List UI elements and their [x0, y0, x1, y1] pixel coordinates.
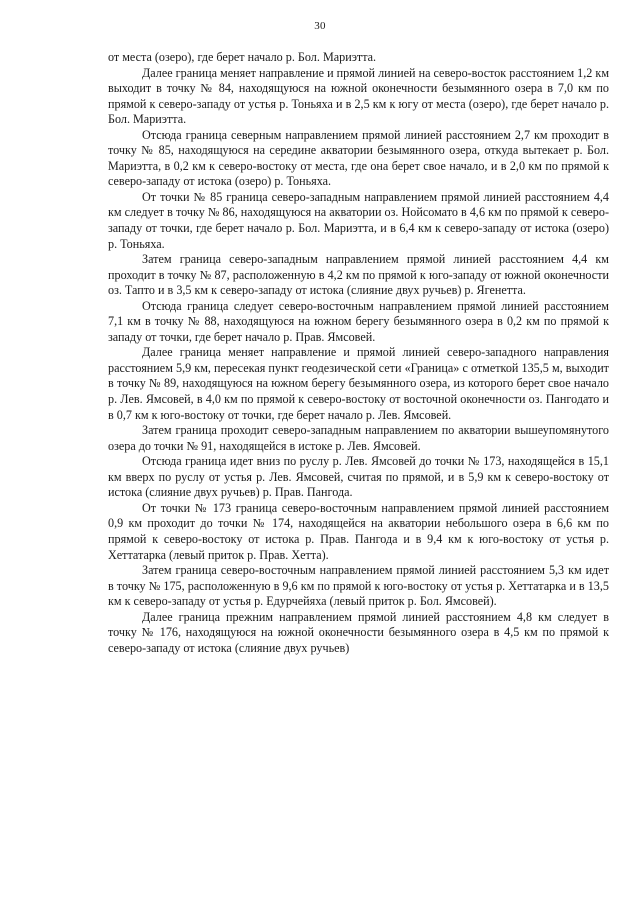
- paragraph: Отсюда граница северным направлением прямой линией расстоянием 2,7 км проходит в точку № 85, находящуюся на середине акватории безымянного озера, откуда вытекает р. Бол. Мариэтта, в 0,2 км к северо-востоку от места, где она берет свое начало, и в 2,0 км по прямой к северо-западу от истока (озеро) р. Тоньяха.: [108, 127, 609, 189]
- paragraph: Затем граница проходит северо-западным направлением по акватории вышеупомянутого озера до точки № 91, находящейся в истоке р. Лев. Ямсовей.: [108, 423, 609, 453]
- paragraph: от места (озеро), где берет начало р. Бол. Мариэтта.: [108, 50, 377, 64]
- document-body: [108, 50, 609, 656]
- page-number: 30: [314, 20, 326, 32]
- paragraph: От точки № 173 граница северо-восточным направлением прямой линией расстоянием 0,9 км проходит до точки № 174, находящейся на акватории небольшого озера в 6,6 км по прямой к северо-востоку от истока р. Прав. Пангода и в 9,4 км к юго-востоку от устья р. Хеттатарка (левый приток р. Прав. Хетта).: [108, 500, 609, 562]
- paragraph: Далее граница прежним направлением прямой линией расстоянием 4,8 км следует в точку № 176, находящуюся на южной оконечности безымянного озера в 4,5 км по прямой к северо-западу от истока (слияние двух ручьев): [108, 609, 609, 655]
- paragraph: Затем граница северо-западным направлением прямой линией расстоянием 4,4 км проходит в точку № 87, расположенную в 4,2 км по прямой к юго-западу от южной оконечности оз. Тапто и в 3,5 км к северо-западу от истока (слияние двух ручьев) р. Ягенетта.: [108, 252, 609, 298]
- paragraph: Далее граница меняет направление и прямой линией на северо-восток расстоянием 1,2 км выходит в точку № 84, находящуюся на южной оконечности безымянного озера в 7,0 км по прямой к северо-западу от устья р. Тоньяха и в 2,5 км к югу от места (озеро), где берет начало р. Бол. Мариэтта.: [108, 65, 609, 127]
- paragraph: Затем граница северо-восточным направлением прямой линией расстоянием 5,3 км идет в точку № 175, расположенную в 9,6 км по прямой к юго-востоку от устья р. Хеттатарка и в 13,5 км к северо-западу от устья р. Едурчейяха (левый приток р. Бол. Ямсовей).: [108, 563, 609, 609]
- paragraph: От точки № 85 граница северо-западным направлением прямой линией расстоянием 4,4 км следует в точку № 86, находящуюся на акватории оз. Нойсомато в 4,6 км по прямой к северо-западу от точки, где берет начало р. Бол. Мариэтта, и в 6,4 км к северо-западу от истока (озеро) р. Тоньяха.: [108, 189, 609, 251]
- paragraph: Отсюда граница следует северо-восточным направлением прямой линией расстоянием 7,1 км в точку № 88, находящуюся на южном берегу безымянного озера в 0,2 км по прямой к западу от точки, где берет начало р. Прав. Ямсовей.: [108, 298, 609, 344]
- paragraph: Отсюда граница идет вниз по руслу р. Лев. Ямсовей до точки № 173, находящейся в 15,1 км вверх по руслу от устья р. Лев. Ямсовей, считая по прямой, и в 5,9 км к северо-востоку от истока (слияние двух ручьев) р. Прав. Пангода.: [108, 454, 609, 500]
- paragraph: Далее граница меняет направление и прямой линией северо-западного направления расстоянием 5,9 км, пересекая пункт геодезической сети «Граница» с отметкой 135,5 м, выходит в точку № 89, находящуюся на южном берегу безымянного озера, из которого берет свое начало р. Лев. Ямсовей, в 4,0 км по прямой к северо-востоку от восточной оконечности оз. Пангодато и в 0,7 км к юго-востоку от точки, где берет начало р. Лев. Ямсовей.: [108, 345, 609, 422]
